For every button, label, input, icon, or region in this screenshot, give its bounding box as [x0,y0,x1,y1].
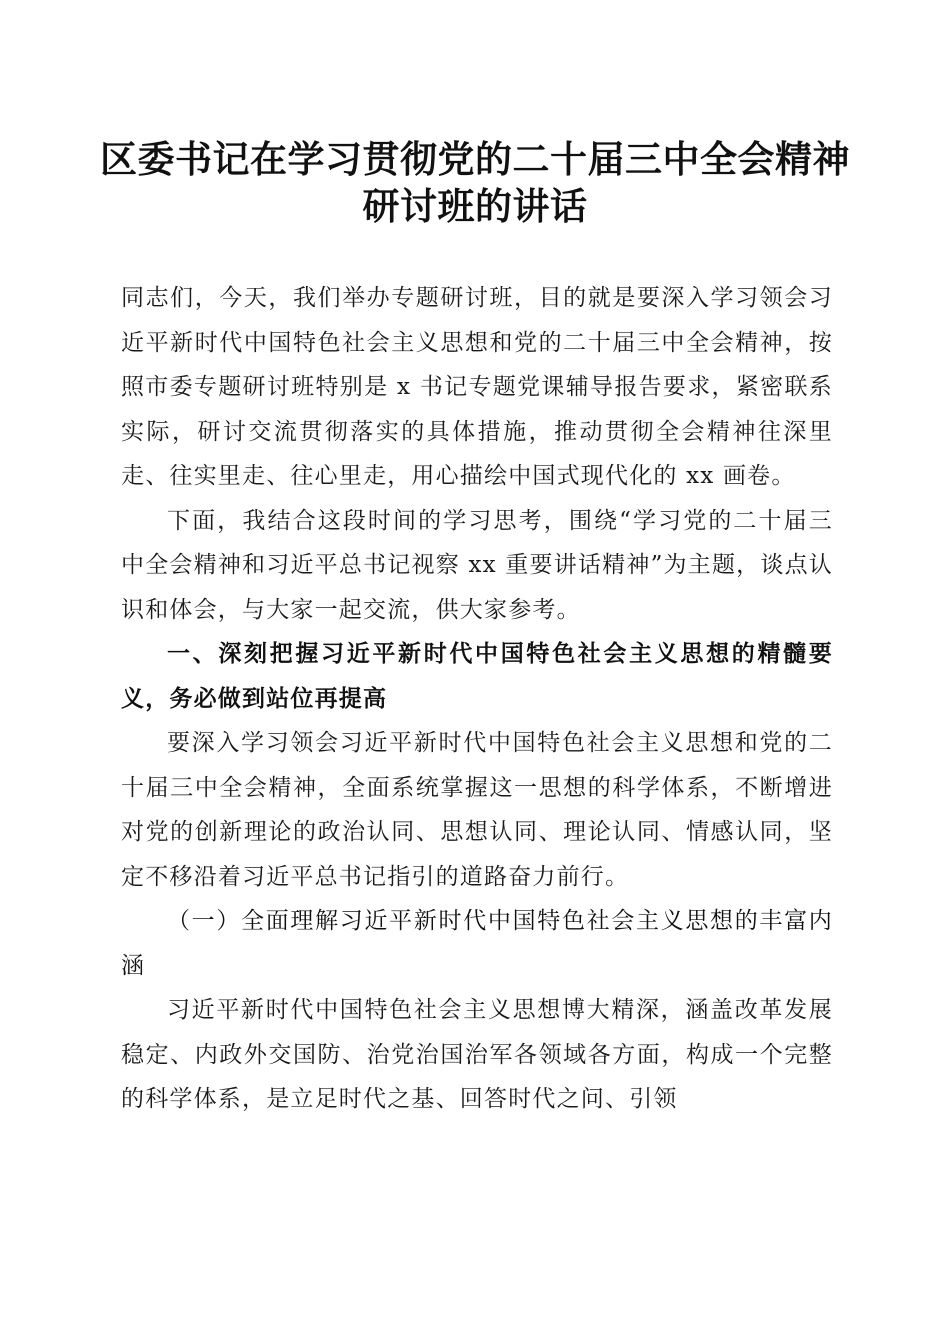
document-title-line-1: 区委书记在学习贯彻党的二十届三中全会精神 [100,137,850,181]
opening-paragraph: 同志们，今天，我们举办专题研讨班，目的就是要深入学习领会习近平新时代中国特色社会主义思想和党的二十届三中全会精神，按照市委专题研讨班特别是 x 书记专题党课辅导报告要求，紧密联系实际，研讨交流贯彻落实的具体措施，推动贯彻全会精神往深里走、往实里走、往心里走，用心描绘中国式现代化的 xx 画卷。 [121,285,833,489]
intro-paragraph: 下面，我结合这段时间的学习思考，围绕“学习党的二十届三中全会精神和习近平总书记视察 xx 重要讲话精神”为主题，谈点认识和体会，与大家一起交流，供大家参考。 [121,507,833,623]
document-title-line-2: 研讨班的讲话 [362,184,588,228]
section-1-paragraph: 要深入学习领会习近平新时代中国特色社会主义思想和党的二十届三中全会精神，全面系统掌握这一思想的科学体系，不断增进对党的创新理论的政治认同、思想认同、理论认同、情感认同，坚定不移沿着习近平总书记指引的道路奋力前行。 [121,730,833,890]
subsection-1-heading: （一）全面理解习近平新时代中国特色社会主义思想的丰富内涵 [121,908,833,979]
document-body [121,276,833,1122]
subsection-1-paragraph: 习近平新时代中国特色社会主义思想博大精深，涵盖改革发展稳定、内政外交国防、治党治国治军各领域各方面，构成一个完整的科学体系，是立足时代之基、回答时代之问、引领 [121,997,833,1112]
section-1-heading: 一、深刻把握习近平新时代中国特色社会主义思想的精髓要义，务必做到站位再提高 [121,641,833,712]
